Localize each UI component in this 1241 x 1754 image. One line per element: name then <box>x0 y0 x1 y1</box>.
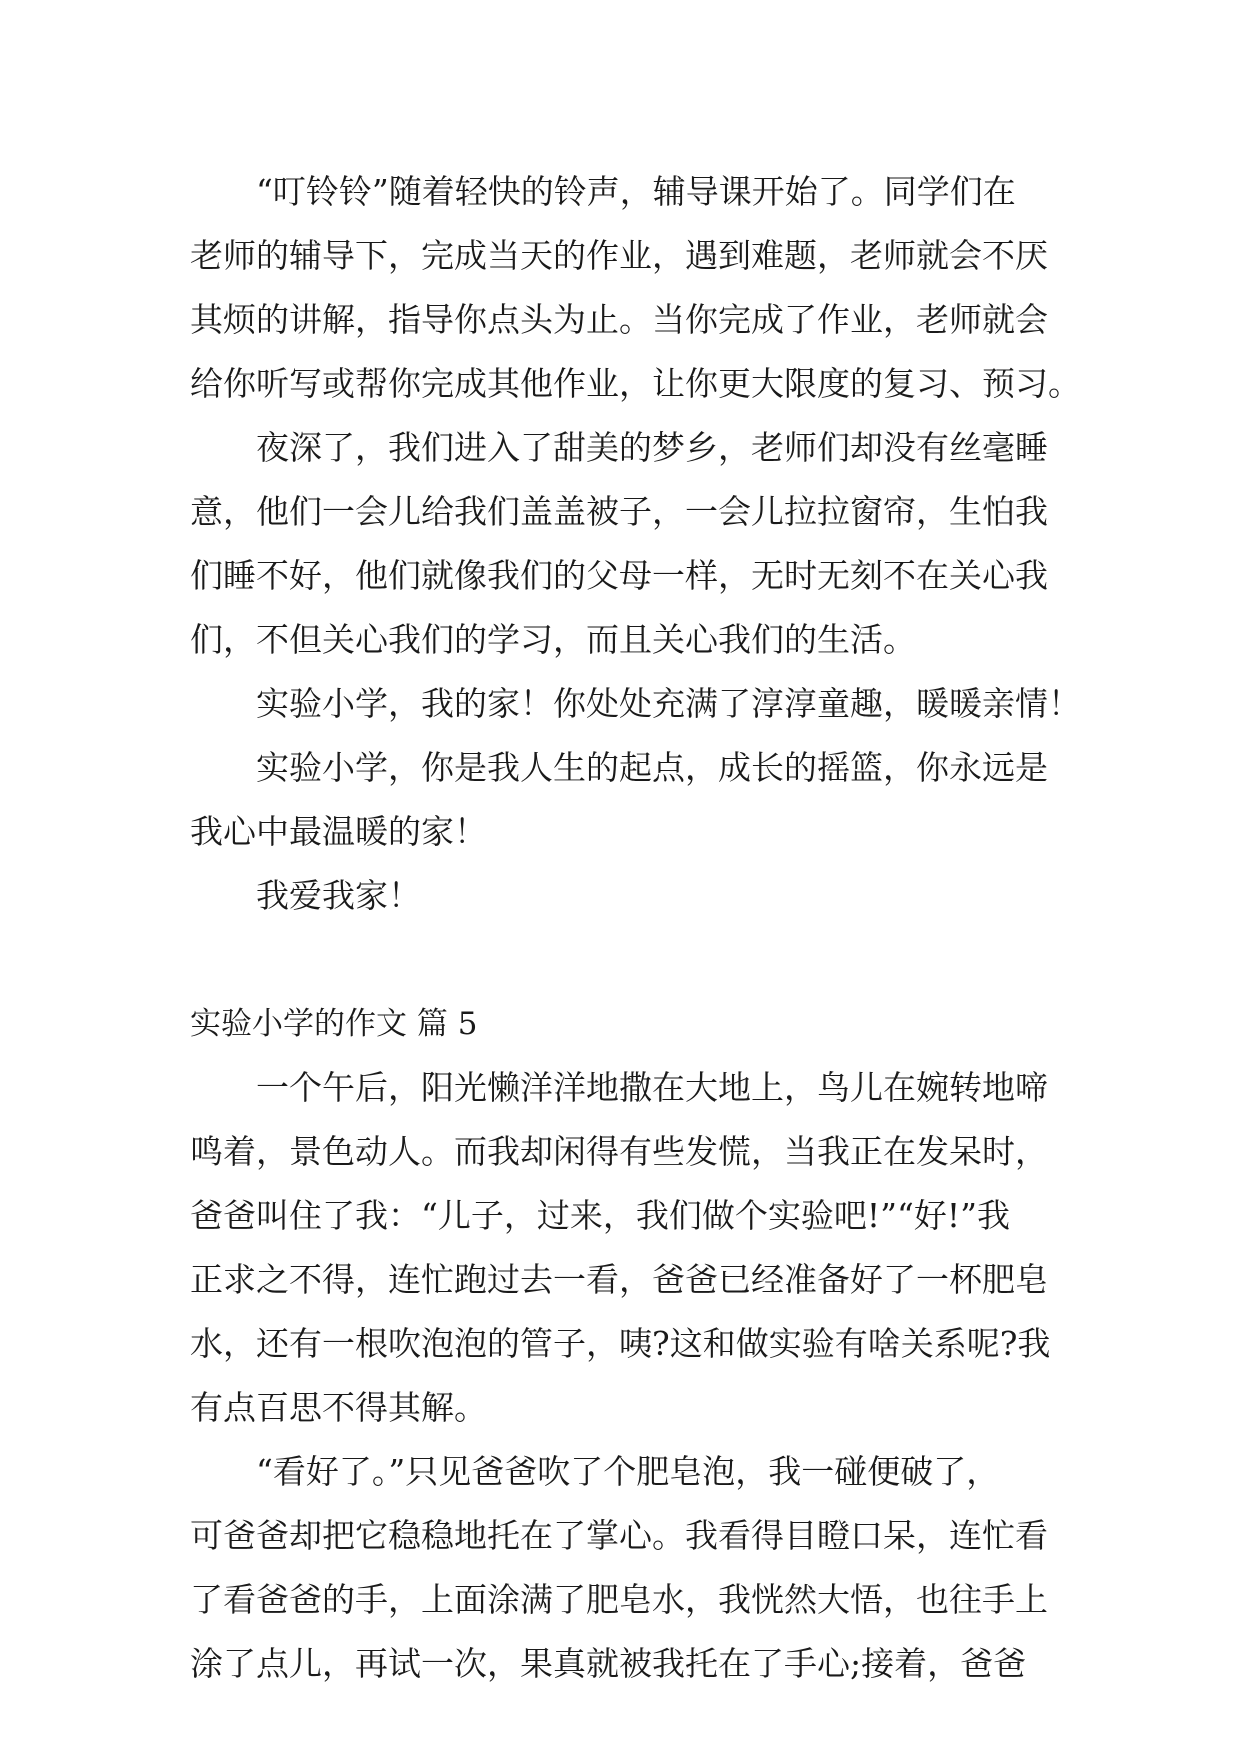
text-line: 爸爸叫住了我：“儿子，过来，我们做个实验吧!”“好!”我 <box>190 1196 1011 1235</box>
section-heading: 实验小学的作文 篇 5 <box>190 1006 478 1042</box>
paragraph <box>190 1056 1050 1440</box>
text-line: “叮铃铃”随着轻快的铃声，辅导课开始了。同学们在 <box>256 172 1016 211</box>
paragraph <box>190 864 1050 928</box>
document-page <box>190 160 1081 1696</box>
text-line: 鸣着，景色动人。而我却闲得有些发慌，当我正在发呆时， <box>190 1132 1048 1171</box>
text-line: 们，不但关心我们的学习，而且关心我们的生活。 <box>190 620 916 659</box>
text-line: 给你听写或帮你完成其他作业，让你更大限度的复习、预习。 <box>190 364 1081 403</box>
text-line: 其烦的讲解，指导你点头为止。当你完成了作业，老师就会 <box>190 300 1048 339</box>
paragraph <box>190 160 1081 416</box>
text-line: 实验小学，我的家！你处处充满了淳淳童趣，暖暖亲情！ <box>256 684 1081 723</box>
text-line: 有点百思不得其解。 <box>190 1388 487 1427</box>
paragraph <box>190 736 1050 864</box>
text-line: 正求之不得，连忙跑过去一看，爸爸已经准备好了一杯肥皂 <box>190 1260 1048 1299</box>
text-line: 实验小学，你是我人生的起点，成长的摇篮，你永远是 <box>256 748 1048 787</box>
text-line: 老师的辅导下，完成当天的作业，遇到难题，老师就会不厌 <box>190 236 1048 275</box>
text-line: 意，他们一会儿给我们盖盖被子，一会儿拉拉窗帘，生怕我 <box>190 492 1048 531</box>
paragraph <box>190 1440 1050 1696</box>
text-line: “看好了。”只见爸爸吹了个肥皂泡，我一碰便破了， <box>256 1452 1000 1491</box>
text-line: 可爸爸却把它稳稳地托在了掌心。我看得目瞪口呆，连忙看 <box>190 1516 1048 1555</box>
text-line: 涂了点儿，再试一次，果真就被我托在了手心;接着，爸爸 <box>190 1644 1027 1683</box>
text-line: 水，还有一根吹泡泡的管子，咦?这和做实验有啥关系呢?我 <box>190 1324 1051 1363</box>
text-line: 了看爸爸的手，上面涂满了肥皂水，我恍然大悟，也往手上 <box>190 1580 1048 1619</box>
blank-line <box>190 928 1050 992</box>
paragraph <box>190 416 1050 672</box>
text-line: 一个午后，阳光懒洋洋地撒在大地上，鸟儿在婉转地啼 <box>256 1068 1048 1107</box>
text-line: 我心中最温暖的家！ <box>190 812 487 851</box>
paragraph <box>190 672 1081 736</box>
text-line: 我爱我家！ <box>256 876 421 915</box>
text-line: 夜深了，我们进入了甜美的梦乡，老师们却没有丝毫睡 <box>256 428 1048 467</box>
text-line: 们睡不好，他们就像我们的父母一样，无时无刻不在关心我 <box>190 556 1048 595</box>
